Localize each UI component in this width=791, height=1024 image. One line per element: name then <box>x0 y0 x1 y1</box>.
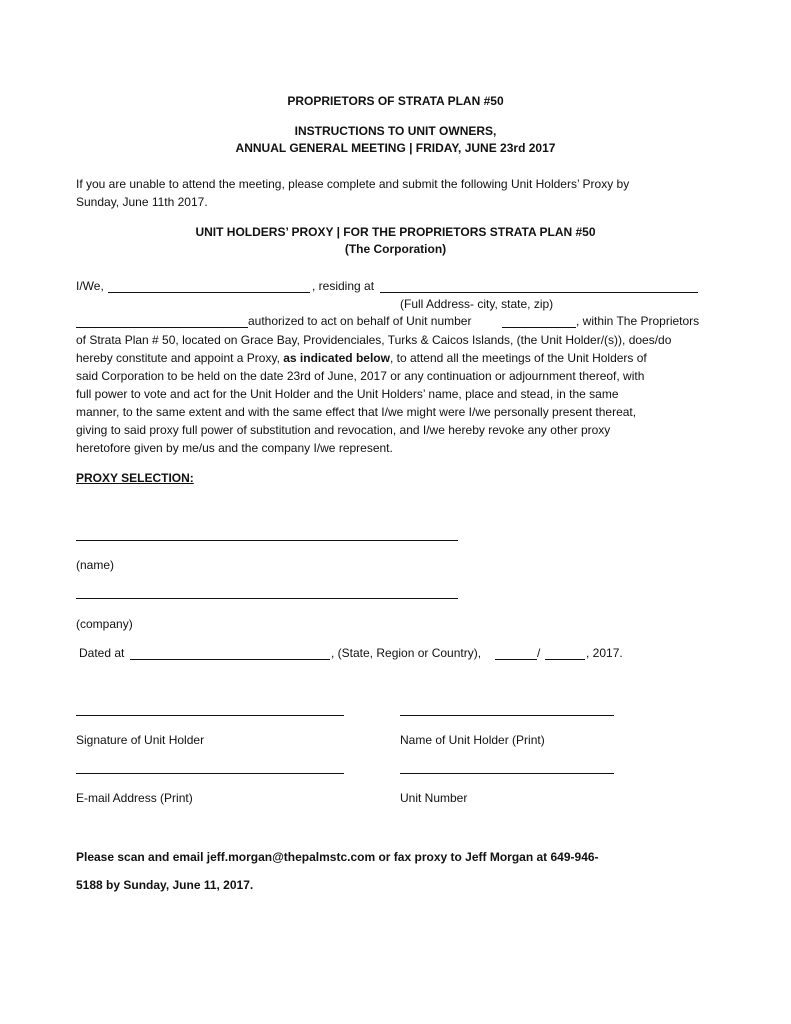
signature-field[interactable] <box>76 715 344 716</box>
signature-label: Signature of Unit Holder <box>76 733 205 747</box>
instructions-heading: INSTRUCTIONS TO UNIT OWNERS, <box>294 124 497 138</box>
date-month-field[interactable] <box>495 659 537 660</box>
body-line-9: heretofore given by me/us and the company I/we represent. <box>76 441 393 455</box>
body-line-4-a: hereby constitute and appoint a Proxy, <box>76 351 284 365</box>
email-label: E-mail Address (Print) <box>76 791 193 805</box>
proxy-company-label: (company) <box>76 617 133 631</box>
meeting-heading: ANNUAL GENERAL MEETING | FRIDAY, JUNE 23rd 2017 <box>235 141 556 155</box>
address-field[interactable] <box>380 292 698 293</box>
unit-number-field[interactable] <box>502 327 576 328</box>
proxy-selection-heading: PROXY SELECTION: <box>76 471 194 485</box>
email-field[interactable] <box>76 773 344 774</box>
authorized-label: authorized to act on behalf of Unit number <box>248 314 472 328</box>
proxy-company-field[interactable] <box>76 598 458 599</box>
unit-number-print-field[interactable] <box>400 773 614 774</box>
document-title: PROPRIETORS OF STRATA PLAN #50 <box>287 94 504 108</box>
date-year-label: , 2017. <box>586 646 623 660</box>
iwe-name-field[interactable] <box>108 292 310 293</box>
proxy-subheading: (The Corporation) <box>344 242 447 256</box>
dated-at-label: Dated at <box>79 646 125 660</box>
intro-line-1: If you are unable to attend the meeting, please complete and submit the following Unit Holders’ Proxy by <box>76 177 630 191</box>
intro-line-2: Sunday, June 11th 2017. <box>76 195 208 209</box>
residing-at-label: , residing at <box>312 279 375 293</box>
footer-line-1: Please scan and email jeff.morgan@thepalmstc.com or fax proxy to Jeff Morgan at 649-946- <box>76 850 599 864</box>
proxy-name-field[interactable] <box>76 540 458 541</box>
body-line-4 <box>76 351 647 365</box>
name-print-label: Name of Unit Holder (Print) <box>400 733 545 747</box>
body-line-4-b: , to attend all the meetings of the Unit Holders of <box>389 351 647 365</box>
date-day-field[interactable] <box>545 659 585 660</box>
unit-number-label: Unit Number <box>400 791 468 805</box>
body-line-5: said Corporation to be held on the date 23rd of June, 2017 or any continuation or adjournment thereof, with <box>76 369 645 383</box>
body-line-7: manner, to the same extent and with the same effect that I/we might were I/we personally present thereat, <box>76 405 637 419</box>
state-region-label: , (State, Region or Country), <box>331 646 482 660</box>
body-line-3: of Strata Plan # 50, located on Grace Bay, Providenciales, Turks & Caicos Islands, (the Unit Holder/(s)), does/do <box>76 333 672 347</box>
body-line-6: full power to vote and act for the Unit Holder and the Unit Holders’ name, place and stead, in the same <box>76 387 619 401</box>
name-print-field[interactable] <box>400 715 614 716</box>
proxy-heading: UNIT HOLDERS’ PROXY | FOR THE PROPRIETORS STRATA PLAN #50 <box>195 225 596 239</box>
authorized-name-field[interactable] <box>76 327 248 328</box>
footer-line-2: 5188 by Sunday, June 11, 2017. <box>76 878 254 892</box>
body-line-4-bold: as indicated below <box>283 351 390 365</box>
address-hint: (Full Address- city, state, zip) <box>400 297 554 311</box>
within-label: , within The Proprietors <box>576 314 700 328</box>
proxy-name-label: (name) <box>76 558 115 572</box>
dated-at-field[interactable] <box>130 659 330 660</box>
body-line-8: giving to said proxy full power of substitution and revocation, and I/we hereby revoke any other proxy <box>76 423 611 437</box>
date-slash: / <box>537 646 541 660</box>
iwe-label: I/We, <box>76 279 104 293</box>
